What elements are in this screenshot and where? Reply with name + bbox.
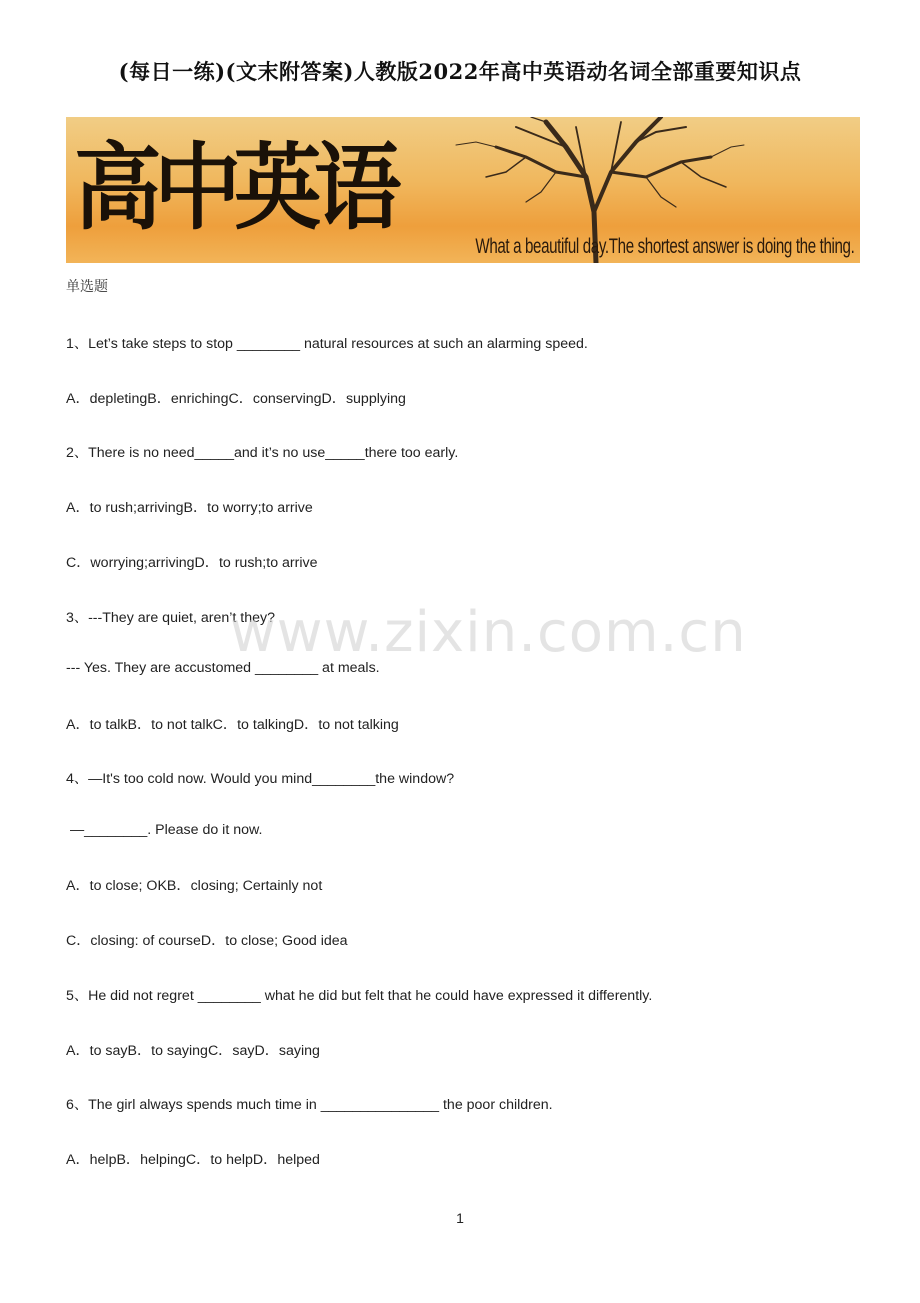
answer-options: A．helpB．helpingC．to helpD．helped [66,1152,320,1168]
banner-caption: What a beautiful day.The shortest answer is doing the thing. [474,235,854,258]
answer-options: A．to talkB．to not talkC．to talkingD．to not talking [66,717,399,733]
page-number: 1 [456,1210,464,1226]
question-line: 2、There is no need_____and it’s no use_____there too early. [66,445,459,461]
answer-options: A．depletingB．enrichingC．conservingD．supplying [66,391,406,407]
answer-options: C．closing: of courseD．to close; Good idea [66,933,348,949]
answer-options: A．to rush;arrivingB．to worry;to arrive [66,500,313,516]
answer-options: A．to close; OKB．closing; Certainly not [66,878,323,894]
banner-title: 高中英语 [74,133,394,243]
question-line: 4、—It's too cold now. Would you mind________the window? [66,771,455,787]
question-line: 5、He did not regret ________ what he did but felt that he could have expressed it differently. [66,988,653,1004]
question-line: 6、The girl always spends much time in _______________ the poor children. [66,1097,553,1113]
watermark: www.zixin.com.cn [230,600,747,665]
header-banner-image [66,117,860,263]
question-line: --- Yes. They are accustomed ________ at meals. [66,660,380,676]
question-line: —________. Please do it now. [66,822,263,838]
section-label: 单选题 [66,279,108,295]
answer-options: A．to sayB．to sayingC．sayD．saying [66,1043,320,1059]
question-line: 1、Let’s take steps to stop ________ natural resources at such an alarming speed. [66,336,588,352]
document-title: (每日一练)(文末附答案)人教版2022年高中英语动名词全部重要知识点 [118,59,802,84]
question-line: 3、---They are quiet, aren’t they? [66,610,275,626]
answer-options: C．worrying;arrivingD．to rush;to arrive [66,555,318,571]
